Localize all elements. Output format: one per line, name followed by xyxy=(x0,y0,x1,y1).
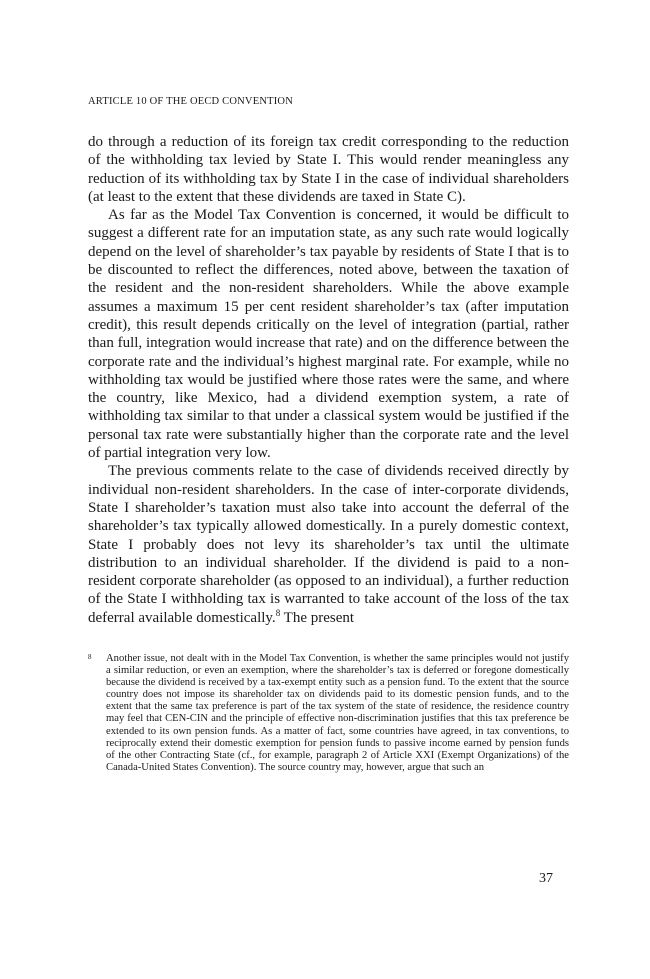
main-text xyxy=(88,133,569,627)
page-number: 37 xyxy=(539,871,553,886)
running-header: ARTICLE 10 OF THE OECD CONVENTION xyxy=(88,96,293,107)
footnote-marker: 8 xyxy=(88,653,92,661)
paragraph-1: do through a reduction of its foreign tax credit corresponding to the reduction of the withholding tax levied by State I. This would render meaningless any reduction of its withholding tax by State I in the case of individual shareholders (at least to the extent that these dividends are taxed in State C). xyxy=(88,134,569,205)
footnote-text: Another issue, not dealt with in the Model Tax Convention, is whether the same principles would not justify a similar reduction, or even an exemption, where the shareholder’s tax is deferred or foregone domestically because the dividend is received by a tax-exempt entity such as a pension fund. To the extent that the source country does not impose its shareholder tax on dividends paid to its domestic pension funds, and to the extent that the same tax preference is part of the tax system of the state of residence, the residence country may feel that CEN-CIN and the principle of effective non-discrimination justifies that this tax preference be extended to its own pension funds. As a matter of fact, some countries have agreed, in tax conventions, to reciprocally extend their domestic exemption for pension funds to passive income earned by pension funds of the other Contracting State (cf., for example, paragraph 2 of Article XXI (Exempt Organizations) of the Canada-United States Convention). The source country may, however, argue that such an xyxy=(106,653,569,773)
footnote-reference: 8 xyxy=(275,607,281,618)
footnote xyxy=(88,653,569,774)
paragraph-3-text: The previous comments relate to the case of dividends received directly by individual non-resident shareholders. In the case of inter-corporate dividends, State I shareholder’s taxation must also take into account the deferral of the shareholder’s tax typically allowed domestically. In a purely domestic context, State I probably does not levy its shareholder’s tax until the ultimate distribution to an individual shareholder. If the dividend is paid to a non-resident corporate shareholder (as opposed to an individual), a further reduction of the State I withholding tax is warranted to take account of the loss of the tax deferral available domestically. xyxy=(88,463,569,626)
paragraph-2: As far as the Model Tax Convention is concerned, it would be difficult to suggest a different rate for an imputation state, as any such rate would logically depend on the level of shareholder’s tax payable by residents of State I that is to be discounted to reflect the differences, noted above, between the taxation of the resident and the non-resident shareholders. While the above example assumes a maximum 15 per cent resident shareholder’s tax (after imputation credit), this result depends critically on the level of integration (partial, rather than full, integration would increase that rate) and on the difference between the corporate rate and the individual’s highest marginal rate. For example, while no withholding tax would be justified where those rates were the same, and where the country, like Mexico, had a dividend exemption system, a rate of withholding tax similar to that under a classical system would be justified if the personal tax rate were substantially higher than the corporate rate and the level of partial integration very low. xyxy=(88,207,569,462)
paragraph-3 xyxy=(88,462,569,627)
paragraph-3-tail: The present xyxy=(280,609,355,626)
